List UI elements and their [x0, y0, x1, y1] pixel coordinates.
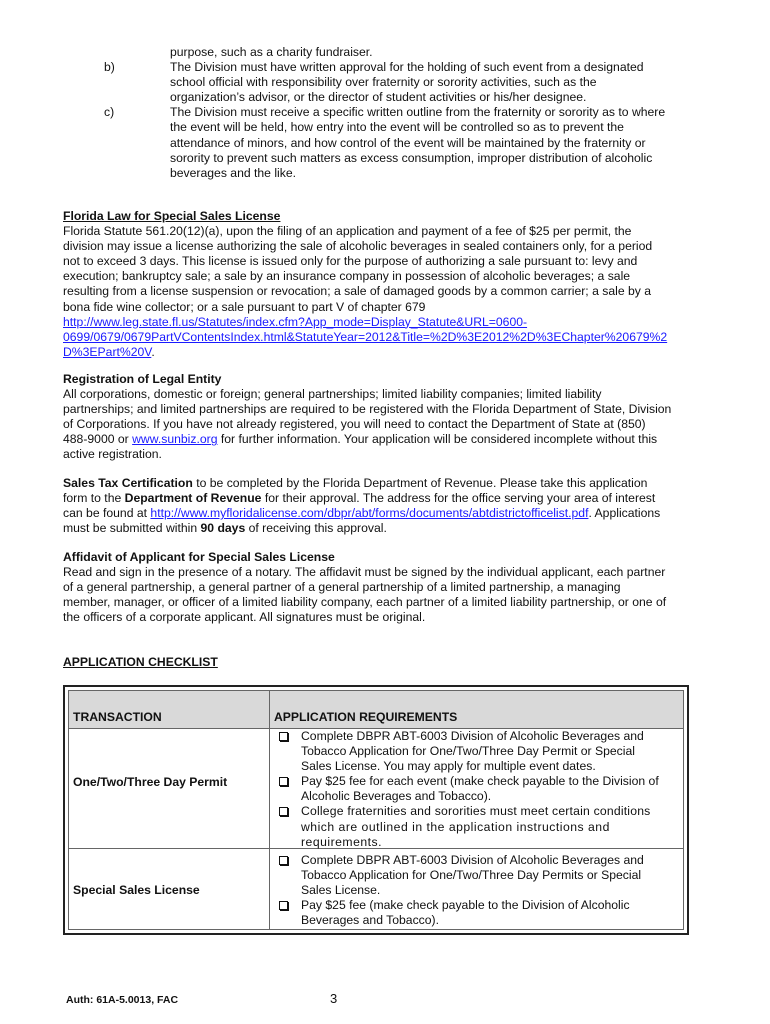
checkbox-icon — [279, 901, 288, 910]
paragraph-line — [63, 432, 703, 447]
req-line: Sales License. You may apply for multiple event dates. — [301, 759, 596, 774]
req-line: Sales License. — [301, 883, 381, 898]
checkbox-icon — [279, 777, 288, 786]
checklist-table — [63, 685, 689, 935]
list-item — [279, 729, 684, 774]
text-run: . Applications — [588, 506, 661, 521]
text-run: for their approval. The address for the office serving your area of interest — [261, 491, 656, 506]
req-line: Pay $25 fee for each event (make check payable to the Division of — [301, 774, 659, 789]
list-text-line: The Division must have written approval for the holding of such event from a designated — [170, 60, 644, 75]
florida-law-section — [63, 209, 703, 360]
intro-list — [100, 45, 700, 181]
statute-link-line[interactable]: 0699/0679/0679PartVContentsIndex.html&StatuteYear=2012&Title=%2D%3E2012%2D%3EChapter%20679%2 — [63, 329, 668, 344]
row-requirements — [279, 729, 684, 850]
paragraph-line — [63, 476, 703, 491]
list-text-line: The Division must receive a specific written outline from the fraternity or sorority as to where — [170, 105, 666, 120]
list-item — [279, 774, 684, 804]
list-item — [279, 898, 684, 928]
paragraph-line: active registration. — [63, 447, 162, 462]
page-number: 3 — [330, 991, 338, 1006]
statute-link[interactable] — [63, 315, 703, 360]
req-line: Alcoholic Beverages and Tobacco). — [301, 789, 492, 804]
paragraph-line: the officers of a corporate applicant. All signatures must be original. — [63, 610, 426, 625]
list-item-c — [100, 105, 700, 180]
paragraph-line: member, manager, or officer of a limited liability company, each partner of a limited liability partnership, or one of — [63, 595, 667, 610]
req-line: College fraternities and sororities must meet certain conditions — [301, 804, 651, 819]
req-line: Complete DBPR ABT-6003 Division of Alcoholic Beverages and — [301, 729, 644, 743]
row-label-one-two-three-day-permit: One/Two/Three Day Permit — [73, 775, 228, 789]
req-line: Tobacco Application for One/Two/Three Day Permits or Special — [301, 868, 642, 883]
req-line: Tobacco Application for One/Two/Three Day Permit or Special — [301, 744, 635, 759]
registration-section — [63, 372, 703, 463]
col-requirements: APPLICATION REQUIREMENTS — [274, 710, 458, 724]
link-end-period: . — [151, 344, 155, 359]
list-marker: c) — [104, 105, 115, 120]
column-divider — [269, 691, 270, 929]
list-text-line: beverages and the like. — [170, 165, 297, 180]
statute-link-line[interactable]: http://www.leg.state.fl.us/Statutes/index.cfm?App_mode=Display_Statute&URL=0600- — [63, 314, 528, 329]
district-office-link[interactable]: http://www.myfloridalicense.com/dbpr/abt/forms/documents/abtdistrictofficelist.pdf — [150, 506, 589, 521]
paragraph-line: Florida Statute 561.20(12)(a), upon the filing of an application and payment of a fee of $25 per permit, the — [63, 224, 632, 239]
paragraph-line: execution; bankruptcy sale; a sale by an insurance company in possession of alcoholic beverages; a sale — [63, 269, 631, 284]
florida-law-heading: Florida Law for Special Sales License — [63, 209, 281, 223]
list-item — [279, 853, 684, 898]
text-run: for further information. Your application will be considered incomplete without this — [217, 432, 658, 447]
list-text-line: attendance of minors, and how control of the event will be maintained by the fraternity or — [170, 135, 646, 150]
req-line: Pay $25 fee (make check payable to the Division of Alcoholic — [301, 898, 630, 913]
text-run: can be found at — [63, 506, 151, 521]
statute-link-line[interactable]: D%3EPart%20V — [63, 344, 152, 359]
paragraph-line: not to exceed 3 days. This license is issued only for the purpose of authorizing a sale pursuant to: levy and — [63, 254, 638, 269]
checkbox-icon — [279, 732, 288, 741]
checkbox-icon — [279, 856, 288, 865]
text-run: must be submitted within — [63, 521, 201, 536]
footer-auth: Auth: 61A-5.0013, FAC — [66, 994, 179, 1006]
list-text-line: the event will be held, how entry into the event will be controlled so as to prevent the — [170, 120, 624, 135]
paragraph-line: of Corporations. If you have not already registered, you will need to contact the Department of State at (850) — [63, 417, 646, 432]
list-item-b — [100, 60, 700, 105]
table-header — [69, 691, 683, 729]
list-marker: b) — [104, 60, 115, 75]
sales-tax-section — [63, 476, 703, 536]
affidavit-heading: Affidavit of Applicant for Special Sales License — [63, 550, 335, 564]
paragraph-line: Read and sign in the presence of a notary. The affidavit must be signed by the individual applicant, each partner — [63, 565, 666, 580]
text-run: of receiving this approval. — [245, 521, 387, 536]
col-transaction: TRANSACTION — [73, 710, 162, 724]
req-line: Beverages and Tobacco). — [301, 913, 439, 928]
req-line: requirements. — [301, 834, 383, 849]
row-label-special-sales-license: Special Sales License — [73, 883, 200, 897]
sunbiz-link[interactable]: www.sunbiz.org — [132, 432, 218, 447]
affidavit-section — [63, 550, 703, 625]
list-item — [279, 804, 684, 849]
paragraph-line: division may issue a license authorizing the sale of alcoholic beverages in sealed containers only, for a period — [63, 239, 653, 254]
text-run: 488-9000 or — [63, 432, 133, 447]
list-text-line: school official with responsibility over fraternity or sorority activities, such as the — [170, 75, 597, 90]
req-line: which are outlined in the application instructions and — [301, 819, 610, 834]
list-continuation: purpose, such as a charity fundraiser. — [170, 45, 373, 59]
checklist-title: APPLICATION CHECKLIST — [63, 655, 218, 669]
paragraph-line: of a general partnership, a general partner of a general partnership of a limited partnership, a managing — [63, 580, 621, 595]
list-text-line: organization’s advisor, or the director of student activities or his/her designee. — [170, 90, 587, 105]
paragraph-line — [63, 491, 703, 506]
paragraph-line: bona fide wine collector; or a sale pursuant to part V of chapter 679 — [63, 299, 426, 314]
row-requirements — [279, 853, 684, 928]
paragraph-line: partnerships; and limited partnerships are required to be registered with the Florida Department of State, Division — [63, 402, 672, 417]
registration-heading: Registration of Legal Entity — [63, 372, 222, 386]
checkbox-icon — [279, 807, 288, 816]
paragraph-line — [63, 521, 703, 536]
paragraph-line: resulting from a license suspension or revocation; a sale of damaged goods by a common carrier; a sale by a — [63, 284, 652, 299]
req-line: Complete DBPR ABT-6003 Division of Alcoholic Beverages and — [301, 853, 644, 867]
sales-tax-heading: Sales Tax Certification — [63, 476, 193, 490]
paragraph-line — [63, 506, 703, 521]
text-run: form to the — [63, 491, 125, 506]
bold-run: 90 days — [200, 521, 246, 536]
paragraph-line: All corporations, domestic or foreign; general partnerships; limited liability companies; limited liability — [63, 387, 602, 402]
text-run: to be completed by the Florida Department of Revenue. Please take this application — [192, 476, 648, 490]
list-text-line: sorority to prevent such matters as excess consumption, improper distribution of alcoholic — [170, 150, 653, 165]
bold-run: Department of Revenue — [124, 491, 262, 506]
